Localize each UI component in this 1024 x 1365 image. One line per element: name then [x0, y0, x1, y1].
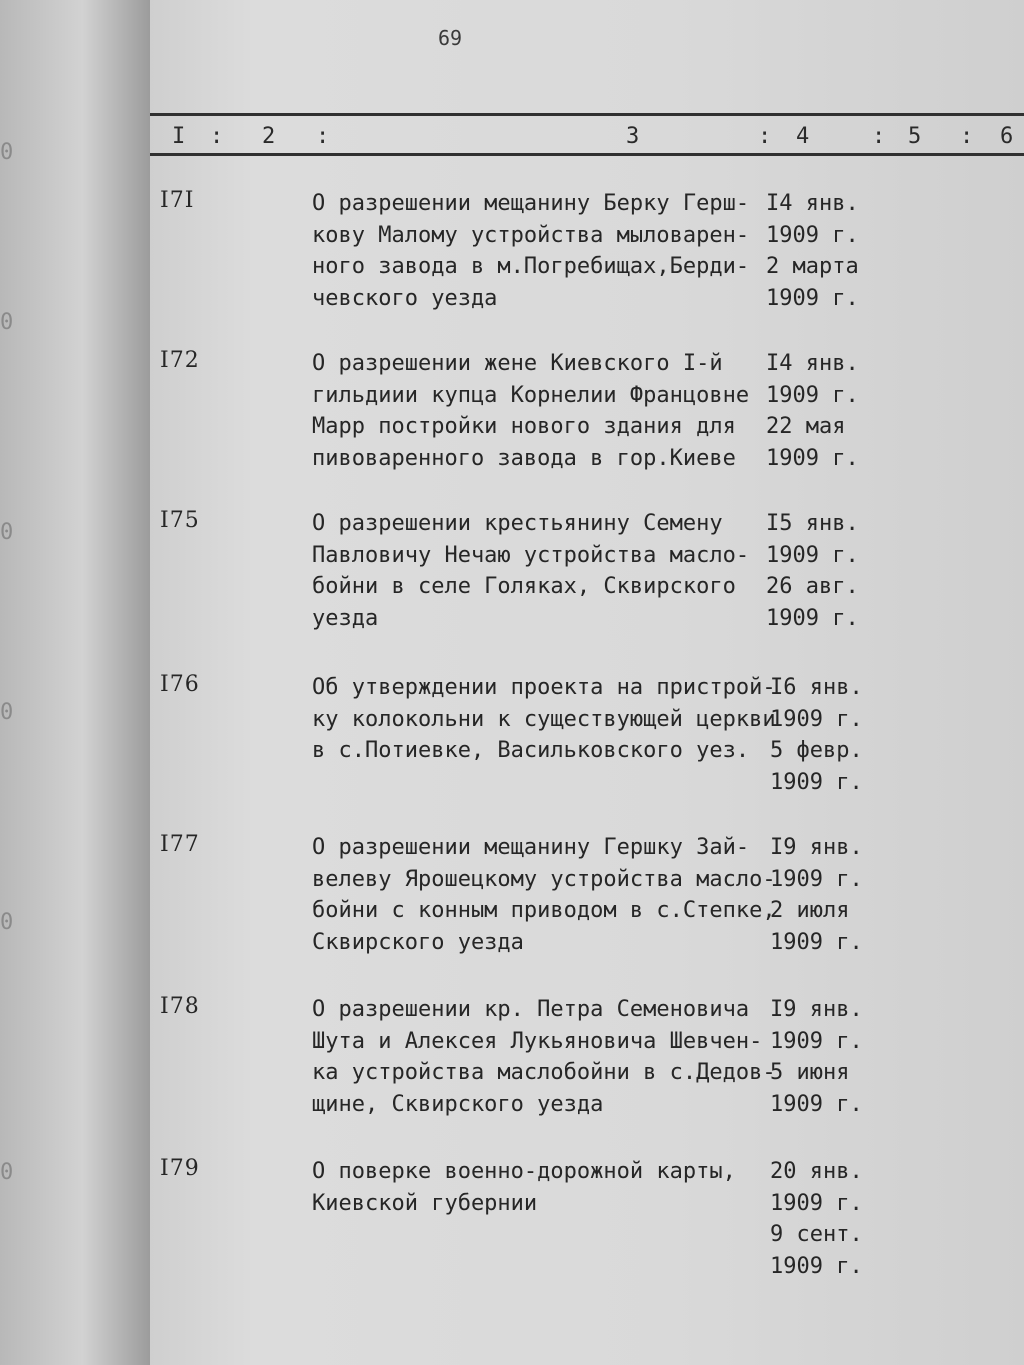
entry-number: I72 — [160, 348, 200, 373]
column-header-2: 2 — [262, 124, 276, 149]
entry-dates: 20 янв. 1909 г. 9 сент. 1909 г. — [770, 1159, 863, 1279]
entry-description: О разрешении крестьянину Семену Павловичу Нечаю устройства масло- бойни в селе Голяках, Сквирского уезда — [312, 511, 750, 631]
column-separator: : — [210, 124, 224, 149]
column-separator: : — [758, 124, 772, 149]
entry-dates: I9 янв. 1909 г. 5 июня 1909 г. — [770, 997, 863, 1117]
bleed-through-mark: 0 — [0, 520, 14, 545]
entry-description: О поверке военно-дорожной карты, Киевской губернии — [312, 1159, 736, 1216]
column-header-5: 5 — [908, 124, 922, 149]
page-number: 69 — [438, 26, 463, 50]
facing-page-edge — [0, 0, 150, 1365]
entry-number: I7I — [160, 188, 195, 213]
header-top-rule — [150, 113, 1024, 116]
entry-dates: I5 янв. 1909 г. 26 авг. 1909 г. — [766, 511, 859, 631]
entry-dates: I4 янв. 1909 г. 22 мая 1909 г. — [766, 351, 859, 471]
bleed-through-mark: 0 — [0, 700, 14, 725]
entry-number: I77 — [160, 832, 200, 857]
column-separator: : — [316, 124, 330, 149]
entry-number: I78 — [160, 994, 200, 1019]
bleed-through-mark: 0 — [0, 140, 14, 165]
entry-dates: I9 янв. 1909 г. 2 июля 1909 г. — [770, 835, 863, 955]
entry-number: I75 — [160, 508, 200, 533]
header-bottom-rule — [150, 153, 1024, 156]
column-separator: : — [872, 124, 886, 149]
entry-dates: I4 янв. 1909 г. 2 марта 1909 г. — [766, 191, 859, 311]
entry-description: О разрешении жене Киевского I-й гильдиии купца Корнелии Францовне Марр постройки нового здания для пивоваренного завода в гор.Киеве — [312, 351, 750, 471]
column-header-6: 6 — [1000, 124, 1014, 149]
bleed-through-mark: 0 — [0, 310, 14, 335]
entry-description: О разрешении мещанину Берку Герш- кову Малому устройства мыловарен- ного завода в м.Погребищах,Берди- чевского уезда — [312, 191, 750, 311]
column-header-4: 4 — [796, 124, 810, 149]
entry-dates: I6 янв. 1909 г. 5 февр. 1909 г. — [770, 675, 863, 795]
entry-number: I79 — [160, 1156, 200, 1181]
entry-number: I76 — [160, 672, 200, 697]
bleed-through-mark: 0 — [0, 1160, 14, 1185]
column-header-3: 3 — [626, 124, 640, 149]
entry-description: О разрешении мещанину Гершку Зай- велеву Ярошецкому устройства масло- бойни с конным приводом в с.Степке, Сквирского уезда — [312, 835, 776, 955]
bleed-through-mark: 0 — [0, 910, 14, 935]
column-separator: : — [960, 124, 974, 149]
entry-description: Об утверждении проекта на пристрой- ку колокольни к существующей церкви в с.Потиевке, Васильковского уез. — [312, 675, 776, 763]
column-header-1: I — [172, 124, 186, 149]
entry-description: О разрешении кр. Петра Семеновича Шута и Алексея Лукьяновича Шевчен- ка устройства маслобойни в с.Дедов- щине, Сквирского уезда — [312, 997, 776, 1117]
